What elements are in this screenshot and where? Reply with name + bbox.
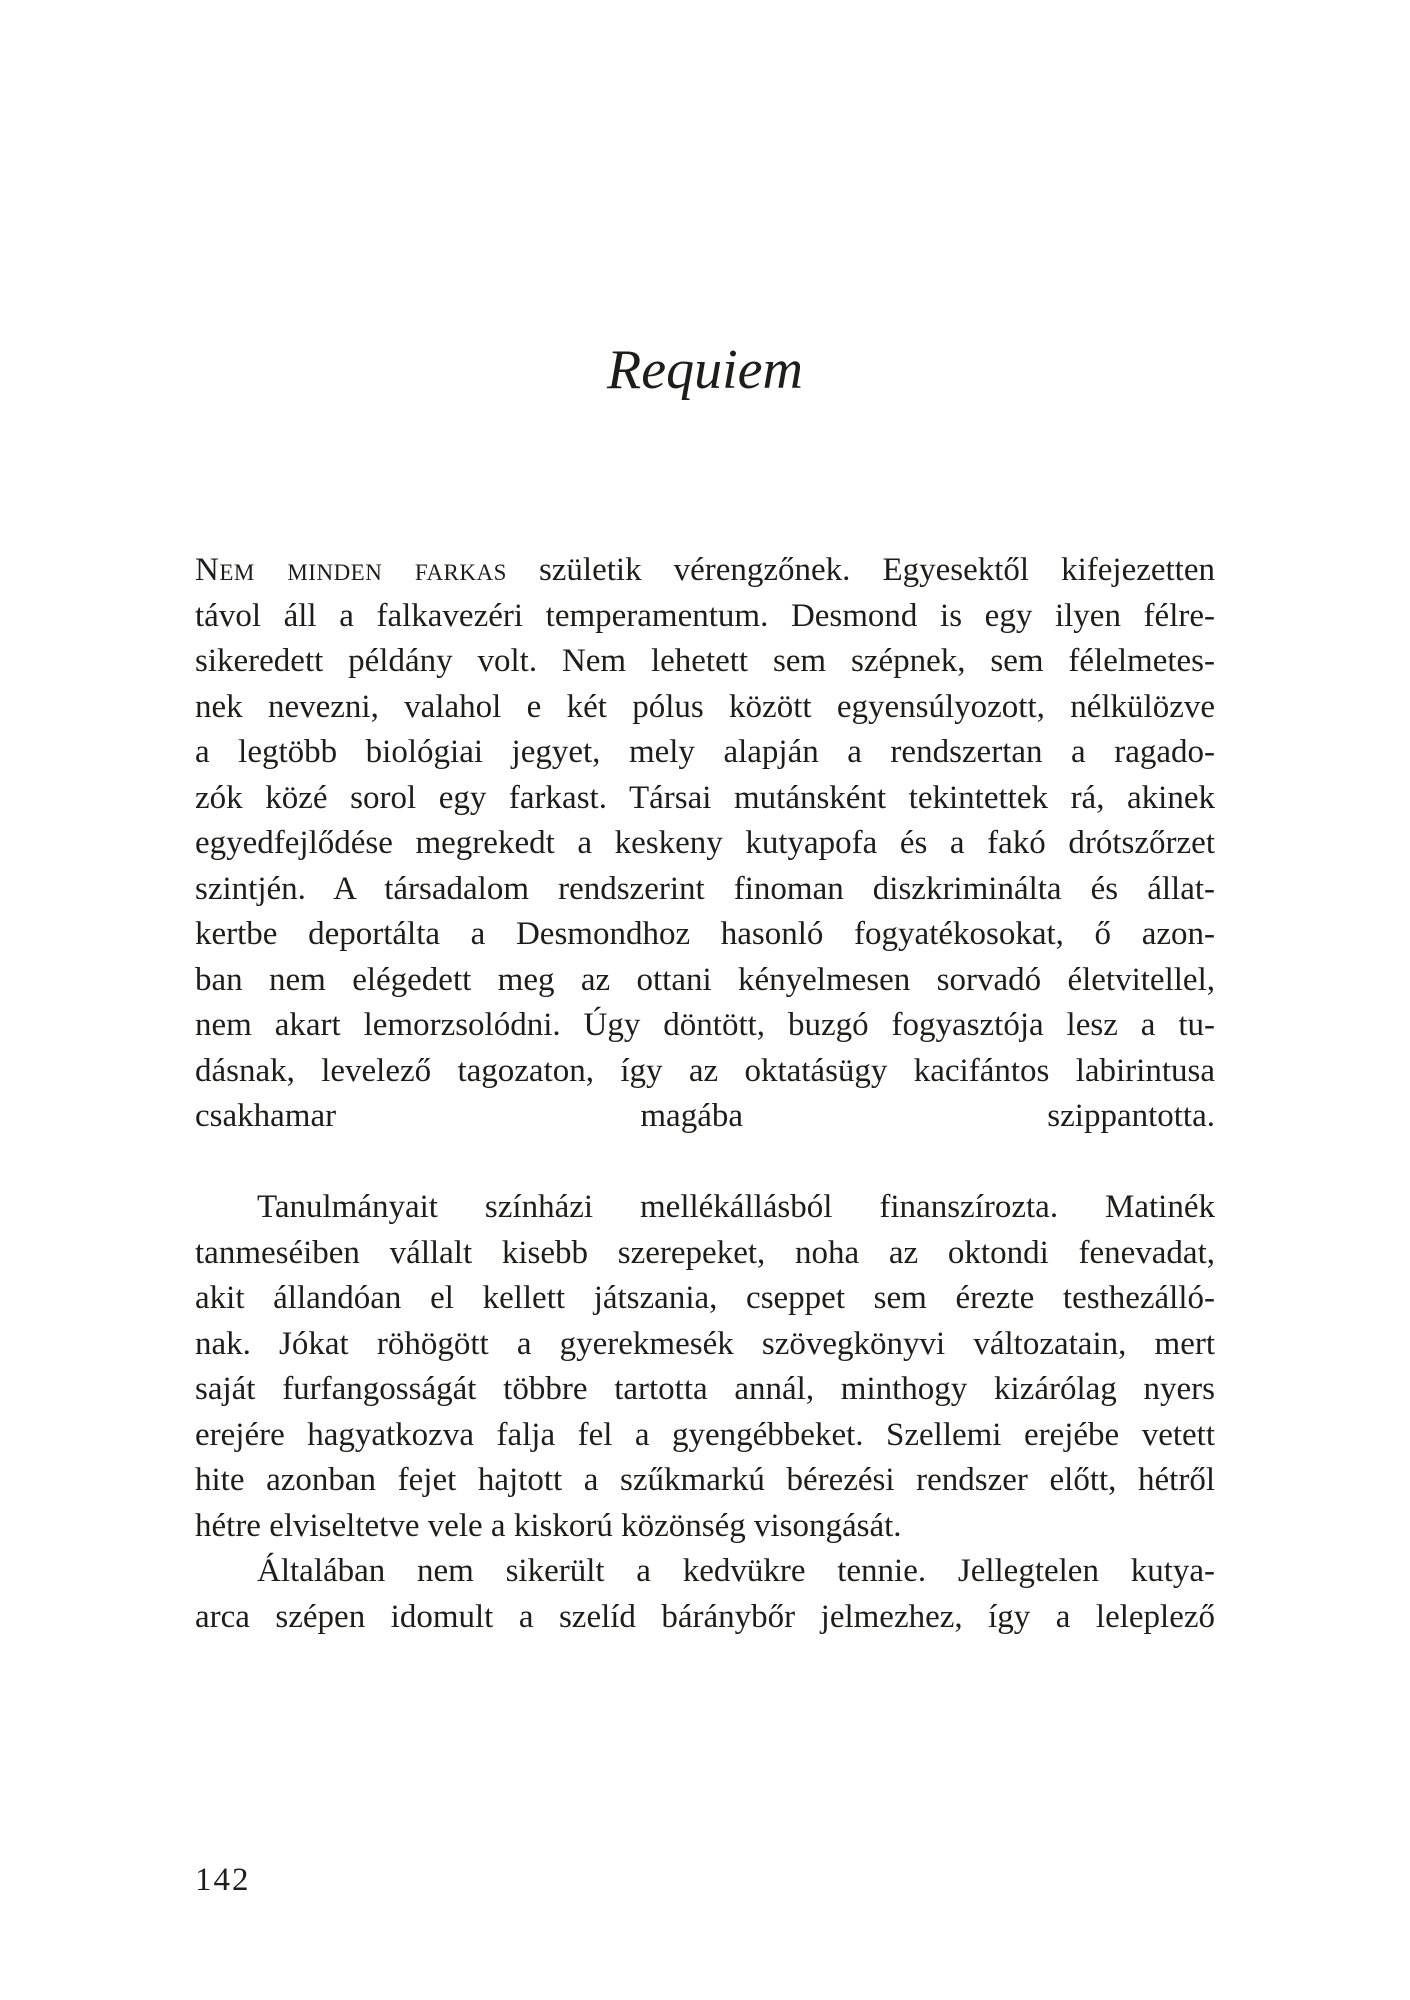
text-line: hite azonban fejet hajtott a szűkmarkú bérezési rendszer előtt, hétről [195,1462,1215,1498]
text-line: nem akart lemorzsolódni. Úgy döntött, buzgó fogyasztója lesz a tu- [195,1007,1215,1043]
paragraph-1 [195,548,1215,1185]
text-line: szintjén. A társadalom rendszerint finoman diszkriminálta és állat- [195,870,1215,907]
text-line [195,548,1215,594]
text-line: hétre elviseltetve vele a kiskorú közönség visongását. [195,1507,902,1544]
text-line: ban nem elégedett meg az ottani kényelmesen sorvadó életvitellel, [195,961,1215,998]
body-text [195,548,1215,1640]
page-number: 142 [195,1862,251,1898]
text-line: Általában nem sikerült a kedvükre tennie. Jellegtelen kutya- [257,1553,1215,1589]
text-line: zók közé sorol egy farkast. Társai mutánsként tekintettek rá, akinek [195,779,1215,816]
text-line: akit állandóan el kellett játszania, cseppet sem érezte testhezálló- [195,1280,1215,1316]
text-line: csakhamar magába szippantotta. [195,1098,1215,1134]
text-line: sikeredett példány volt. Nem lehetett sem szépnek, sem félelmetes- [195,643,1215,679]
text-line: a legtöbb biológiai jegyet, mely alapján a rendszertan a ragado- [195,734,1215,770]
paragraph-3 [195,1549,1215,1640]
lead-smallcaps: Nem minden farkas [195,552,507,588]
text-line: távol áll a falkavezéri temperamentum. Desmond is egy ilyen félre- [195,597,1215,634]
text-line: dásnak, levelező tagozaton, így az oktatásügy kacifántos labirintusa [195,1052,1215,1089]
text-line [195,1140,1215,1186]
paragraph-2 [195,1185,1215,1549]
text-line: saját furfangosságát többre tartotta annál, minthogy kizárólag nyers [195,1371,1215,1407]
text-line: kertbe deportálta a Desmondhoz hasonló fogyatékosokat, ő azon- [195,916,1215,952]
text-line: nek nevezni, valahol e két pólus között egyensúlyozott, nélkülözve [195,688,1215,725]
text-line: tanmeséiben vállalt kisebb szerepeket, noha az oktondi fenevadat, [195,1234,1215,1271]
line-text: születik vérengzőnek. Egyesektől kifejezetten [506,552,1216,588]
text-line: arca szépen idomult a szelíd báránybőr jelmezhez, így a leleplező [195,1598,1215,1635]
text-line: egyedfejlődése megrekedt a keskeny kutyapofa és a fakó drótszőrzet [195,825,1215,861]
text-line: erejére hagyatkozva falja fel a gyengébbeket. Szellemi erejébe vetett [195,1416,1215,1453]
text-line: nak. Jókat röhögött a gyerekmesék szövegkönyvi változatain, mert [195,1325,1215,1362]
chapter-title: Requiem [607,339,803,401]
text-line: Tanulmányait színházi mellékállásból finanszírozta. Matinék [257,1189,1215,1225]
